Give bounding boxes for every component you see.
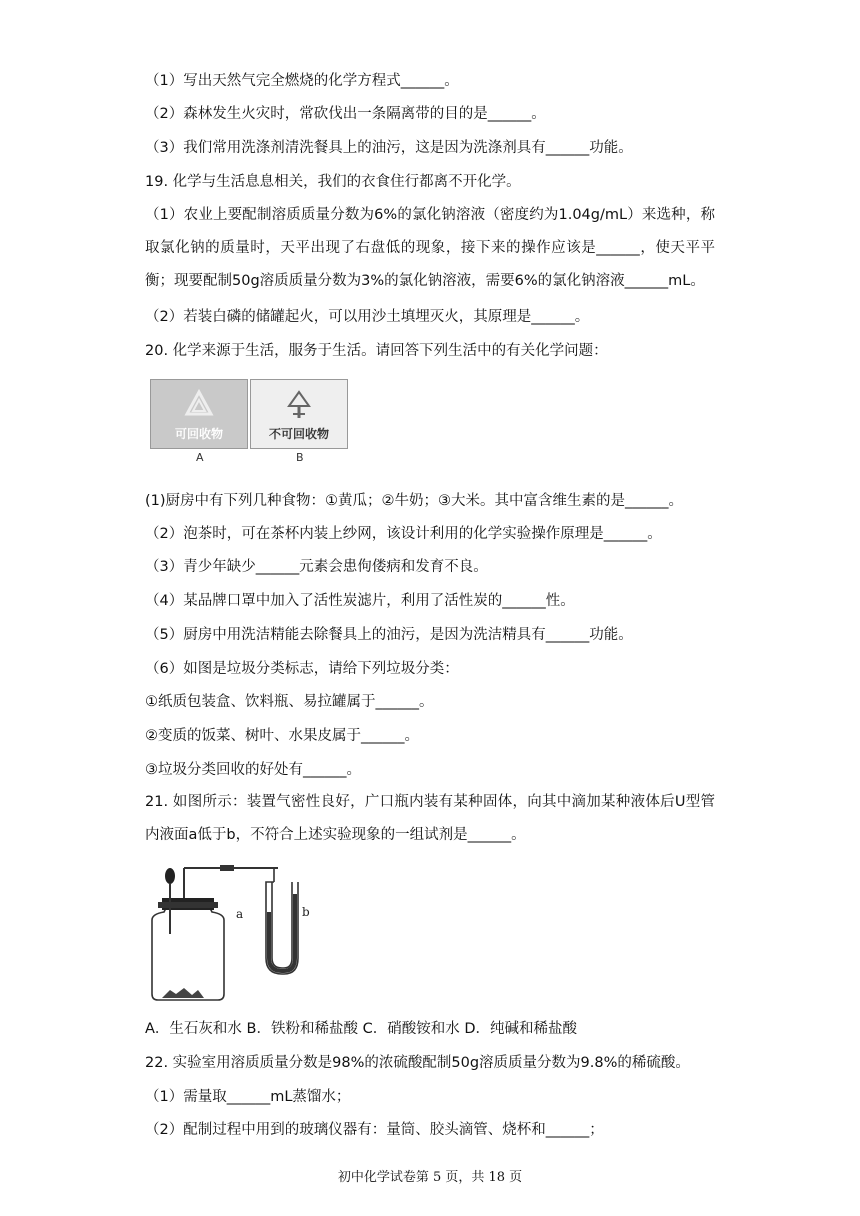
label-a: a — [236, 907, 244, 921]
bottle-outline — [152, 908, 224, 1000]
q19-part2: （2）若装白磷的储罐起火，可以用沙土填埋灭火，其原理是______。 — [145, 309, 590, 325]
q20-part3: （3）青少年缺少______元素会患佝偻病和发育不良。 — [145, 559, 488, 575]
q20-sub3: ③垃圾分类回收的好处有______。 — [145, 762, 361, 778]
q20-part1: (1)厨房中有下列几种食物：①黄瓜；②牛奶；③大米。其中富含维生素的是______。 — [145, 493, 684, 509]
non-recyclable-label: 不可回收物 — [268, 427, 329, 441]
q21-text: 21. 如图所示：装置气密性良好，广口瓶内装有某种固体，向其中滴加某种液体后U型管内液面a低于b，不符合上述实验现象的一组试剂是______。 — [145, 794, 715, 843]
q18-part2: （2）森林发生火灾时，常砍伐出一条隔离带的目的是______。 — [145, 106, 546, 122]
sign-b-letter: B — [296, 451, 304, 464]
q18-part3: （3）我们常用洗涤剂清洗餐具上的油污，这是因为洗涤剂具有______功能。 — [145, 140, 633, 156]
q20-part2: （2）泡茶时，可在茶杯内装上纱网，该设计利用的化学实验操作原理是______。 — [145, 526, 662, 542]
q20-sub1: ①纸质包装盒、饮料瓶、易拉罐属于______。 — [145, 694, 434, 710]
q18-part1: （1）写出天然气完全燃烧的化学方程式______。 — [145, 73, 459, 89]
garbage-sign-figure — [150, 379, 350, 464]
recyclable-sign — [150, 379, 248, 449]
non-recyclable-sign — [250, 379, 348, 449]
apparatus-figure — [140, 862, 320, 1004]
q20-part5: （5）厨房中用洗洁精能去除餐具上的油污，是因为洗洁精具有______功能。 — [145, 627, 633, 643]
q19-title: 19. 化学与生活息息相关，我们的衣食住行都离不开化学。 — [145, 174, 521, 190]
solid-reagent — [162, 988, 204, 998]
sign-a-letter: A — [196, 451, 204, 464]
q20-part4: （4）某品牌口罩中加入了活性炭滤片，利用了活性炭的______性。 — [145, 593, 575, 609]
q20-part6: （6）如图是垃圾分类标志，请给下列垃圾分类： — [145, 661, 459, 677]
q22-title: 22. 实验室用溶质质量分数是98%的浓硫酸配制50g溶质质量分数为9.8%的稀硫酸。 — [145, 1055, 690, 1071]
q20-sub2: ②变质的饭菜、树叶、水果皮属于______。 — [145, 728, 419, 744]
recycle-icon — [151, 380, 247, 430]
u-tube-inner — [272, 882, 292, 968]
q22-part2: （2）配制过程中用到的玻璃仪器有：量筒、胶头滴管、烧杯和______； — [145, 1122, 604, 1138]
label-b: b — [302, 905, 310, 919]
non-recycle-icon — [251, 380, 347, 430]
recyclable-label: 可回收物 — [174, 427, 223, 441]
q22-part1: （1）需量取______mL蒸馏水； — [145, 1089, 351, 1105]
dropper-bulb — [165, 868, 175, 884]
q19-part1: （1）农业上要配制溶质质量分数为6%的氯化钠溶液（密度约为1.04g/mL）来选种，称取氯化钠的质量时，天平出现了右盘低的现象，接下来的操作应该是______，使天平平衡；现要配制50g溶质质量分数为3%的氯化钠溶液，需要6%的氯化钠溶液______mL。 — [145, 207, 715, 289]
page-footer: 初中化学试卷第 5 页，共 18 页 — [337, 1170, 523, 1185]
q21-options: A．生石灰和水 B．铁粉和稀盐酸 C．硝酸铵和水 D．纯碱和稀盐酸 — [145, 1021, 577, 1037]
q20-title: 20. 化学来源于生活，服务于生活。请回答下列生活中的有关化学问题： — [145, 343, 608, 359]
